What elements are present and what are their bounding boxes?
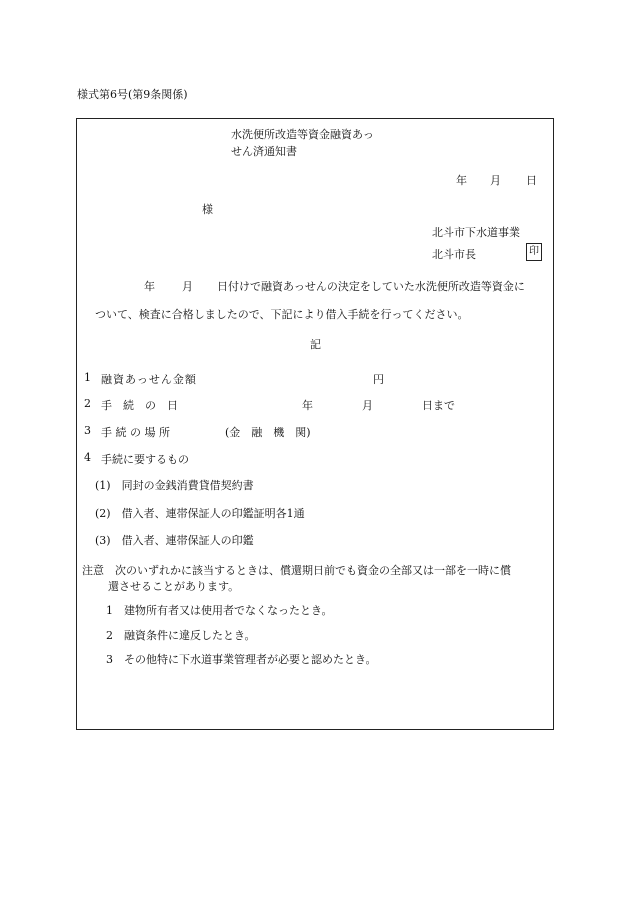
item-1-label: 融資あっせん金額: [101, 373, 197, 386]
condition-item: 3 その他特に下水道事業管理者が必要と認めたとき。: [106, 653, 377, 666]
sub-item: (3) 借入者、連帯保証人の印鑑: [95, 534, 254, 547]
item-1-number: 1: [84, 371, 91, 384]
sub-item: (1) 同封の金銭消費貸借契約書: [95, 479, 254, 492]
note-text-line-2: 還させることがあります。: [108, 580, 240, 593]
date-day-label: 日: [526, 174, 537, 187]
issuer-organization: 北斗市下水道事業: [432, 226, 520, 239]
item-4-number: 4: [84, 451, 91, 464]
note-text-line-1: 次のいずれかに該当するときは、償還期日前でも資金の全部又は一部を一時に償: [115, 564, 511, 577]
form-number: 様式第6号(第9条関係): [77, 88, 188, 101]
item-2-month-label: 月: [362, 399, 373, 412]
body-year-label: 年: [144, 280, 155, 293]
item-2-year-label: 年: [302, 399, 313, 412]
item-2-number: 2: [84, 397, 91, 410]
note-heading: 注意: [82, 564, 104, 577]
item-3-financial-institution: (金 融 機 関): [225, 426, 311, 439]
date-year-label: 年: [456, 174, 467, 187]
item-3-label: 手 続 の 場 所: [101, 426, 170, 439]
ki-heading: 記: [310, 338, 321, 351]
seal-mark: 印: [526, 243, 542, 261]
document-title-line-2: せん済通知書: [231, 145, 297, 158]
date-month-label: 月: [490, 174, 501, 187]
item-4-label: 手続に要するもの: [101, 453, 189, 466]
item-1-unit: 円: [373, 373, 384, 386]
addressee-honorific: 様: [202, 203, 213, 216]
document-title-line-1: 水洗便所改造等資金融資あっ: [231, 128, 374, 141]
condition-item: 2 融資条件に違反したとき。: [106, 629, 256, 642]
item-2-label: 手 続 の 日: [101, 399, 178, 412]
condition-item: 1 建物所有者又は使用者でなくなったとき。: [106, 604, 333, 617]
body-month-label: 月: [182, 280, 193, 293]
item-3-number: 3: [84, 424, 91, 437]
issuer-name: 北斗市長: [432, 248, 476, 261]
body-line-1: 日付けで融資あっせんの決定をしていた水洗便所改造等資金に: [217, 280, 525, 293]
sub-item: (2) 借入者、連帯保証人の印鑑証明各1通: [95, 507, 305, 520]
body-line-2: ついて、検査に合格しましたので、下記により借入手続を行ってください。: [95, 308, 469, 321]
item-2-until-label: 日まで: [422, 399, 455, 412]
